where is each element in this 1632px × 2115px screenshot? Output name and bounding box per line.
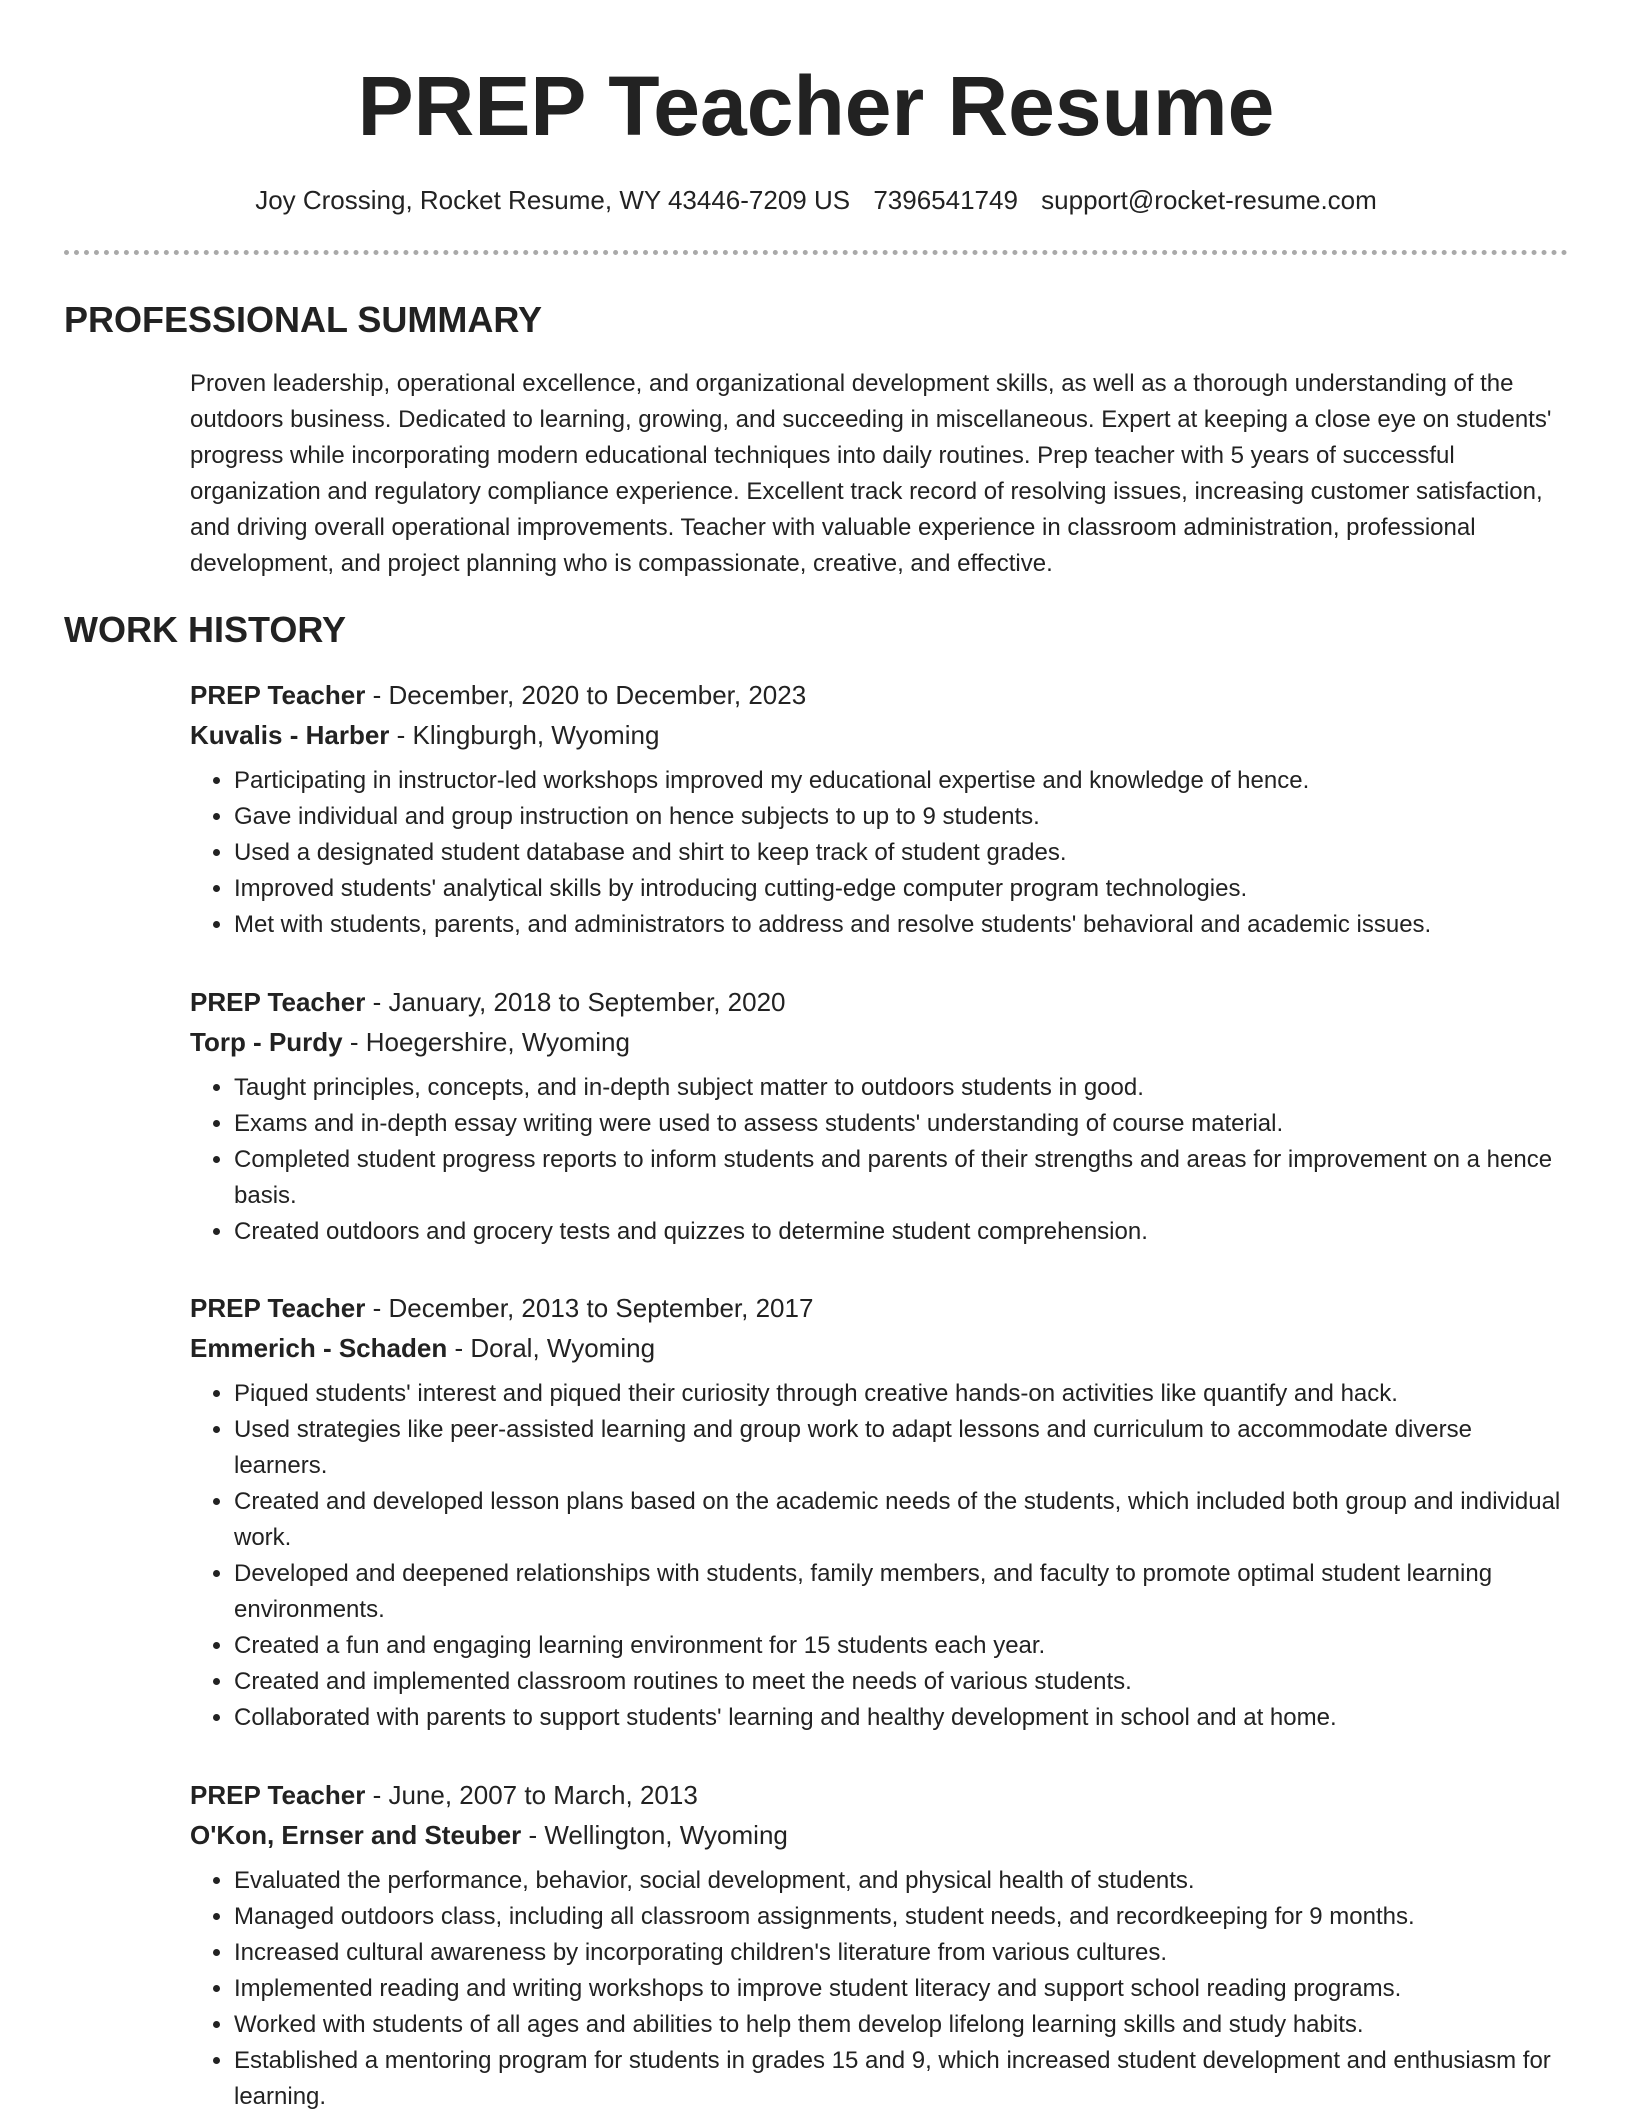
resume-title: PREP Teacher Resume [357, 59, 1275, 153]
job-bullet: • Piqued students' interest and piqued their curiosity through creative hands-on activities like quantify and hack. [234, 1376, 1570, 1412]
job-title: PREP Teacher [190, 987, 366, 1017]
job-bullet: • Created a fun and engaging learning environment for 15 students each year. [234, 1628, 1570, 1664]
contact-address: Joy Crossing, Rocket Resume, WY 43446-7209 US [255, 185, 851, 215]
job-bullets [190, 763, 1570, 943]
job-bullet: • Evaluated the performance, behavior, social development, and physical health of students. [234, 1863, 1570, 1899]
job-bullet: • Taught principles, concepts, and in-depth subject matter to outdoors students in good. [234, 1070, 1570, 1106]
work-history-heading: WORK HISTORY [64, 609, 347, 650]
job-company: Torp - Purdy [190, 1027, 343, 1057]
job-dates: - January, 2018 to September, 2020 [372, 987, 786, 1017]
job-bullet: • Developed and deepened relationships with students, family members, and faculty to promote optimal student learning environments. [234, 1556, 1570, 1628]
job-dates: - June, 2007 to March, 2013 [372, 1780, 698, 1810]
job-bullet: • Improved students' analytical skills by introducing cutting-edge computer program technologies. [234, 871, 1570, 907]
summary-heading: PROFESSIONAL SUMMARY [64, 299, 543, 340]
header-divider [64, 250, 1568, 255]
job-title-line [190, 675, 1570, 715]
contact-line [0, 182, 1632, 218]
job-title-line [190, 1288, 1570, 1328]
job-dates: - December, 2013 to September, 2017 [372, 1293, 814, 1323]
job-bullets [190, 1070, 1570, 1250]
job-bullet: • Gave individual and group instruction on hence subjects to up to 9 students. [234, 799, 1570, 835]
job-title: PREP Teacher [190, 1293, 366, 1323]
job-entry [190, 1775, 1570, 2115]
job-bullets [190, 1863, 1570, 2115]
job-company: Emmerich - Schaden [190, 1333, 448, 1363]
job-entry [190, 982, 1570, 1250]
job-bullet: • Created outdoors and grocery tests and quizzes to determine student comprehension. [234, 1214, 1570, 1250]
job-title: PREP Teacher [190, 680, 366, 710]
job-company: Kuvalis - Harber [190, 720, 390, 750]
job-company-line [190, 1022, 1570, 1062]
job-dates: - December, 2020 to December, 2023 [372, 680, 807, 710]
job-location: - Hoegershire, Wyoming [349, 1027, 630, 1057]
job-bullet: • Used strategies like peer-assisted learning and group work to adapt lessons and curriculum to accommodate diverse learners. [234, 1412, 1570, 1484]
job-bullet: • Established a mentoring program for students in grades 15 and 9, which increased student development and enthusiasm for learning. [234, 2043, 1570, 2115]
job-bullet: • Implemented reading and writing workshops to improve student literacy and support school reading programs. [234, 1971, 1570, 2007]
job-title-line [190, 982, 1570, 1022]
job-bullet: • Created and implemented classroom routines to meet the needs of various students. [234, 1664, 1570, 1700]
job-bullet: • Collaborated with parents to support students' learning and healthy development in school and at home. [234, 1700, 1570, 1736]
job-bullet: • Increased cultural awareness by incorporating children's literature from various cultures. [234, 1935, 1570, 1971]
job-bullets [190, 1376, 1570, 1736]
contact-phone: 7396541749 [873, 185, 1018, 215]
job-bullet: • Completed student progress reports to inform students and parents of their strengths and areas for improvement on a hence basis. [234, 1142, 1570, 1214]
job-bullet: • Met with students, parents, and administrators to address and resolve students' behavioral and academic issues. [234, 907, 1570, 943]
job-title: PREP Teacher [190, 1780, 366, 1810]
job-company-line [190, 715, 1570, 755]
job-entry [190, 675, 1570, 943]
job-company-line [190, 1815, 1570, 1855]
summary-text: Proven leadership, operational excellence, and organizational development skills, as well as a thorough understanding of the outdoors business. Dedicated to learning, growing, and succeeding in miscellaneous. Expert at keeping a close eye on students' progress while incorporating modern educational techniques into daily routines. Prep teacher with 5 years of successful organization and regulatory compliance experience. Excellent track record of resolving issues, increasing customer satisfaction, and driving overall operational improvements. Teacher with valuable experience in classroom administration, professional development, and project planning who is compassionate, creative, and effective. [190, 370, 1552, 577]
job-company: O'Kon, Ernser and Steuber [190, 1820, 522, 1850]
job-title-line [190, 1775, 1570, 1815]
contact-email: support@rocket-resume.com [1041, 185, 1377, 215]
job-location: - Doral, Wyoming [454, 1333, 656, 1363]
job-bullet: • Exams and in-depth essay writing were used to assess students' understanding of course material. [234, 1106, 1570, 1142]
job-company-line [190, 1328, 1570, 1368]
job-bullet: • Participating in instructor-led workshops improved my educational expertise and knowledge of hence. [234, 763, 1570, 799]
job-location: - Wellington, Wyoming [528, 1820, 788, 1850]
job-location: - Klingburgh, Wyoming [396, 720, 660, 750]
job-bullet: • Managed outdoors class, including all classroom assignments, student needs, and recordkeeping for 9 months. [234, 1899, 1570, 1935]
job-entry [190, 1288, 1570, 1736]
job-bullet: • Worked with students of all ages and abilities to help them develop lifelong learning skills and study habits. [234, 2007, 1570, 2043]
job-bullet: • Created and developed lesson plans based on the academic needs of the students, which included both group and individual work. [234, 1484, 1570, 1556]
job-bullet: • Used a designated student database and shirt to keep track of student grades. [234, 835, 1570, 871]
